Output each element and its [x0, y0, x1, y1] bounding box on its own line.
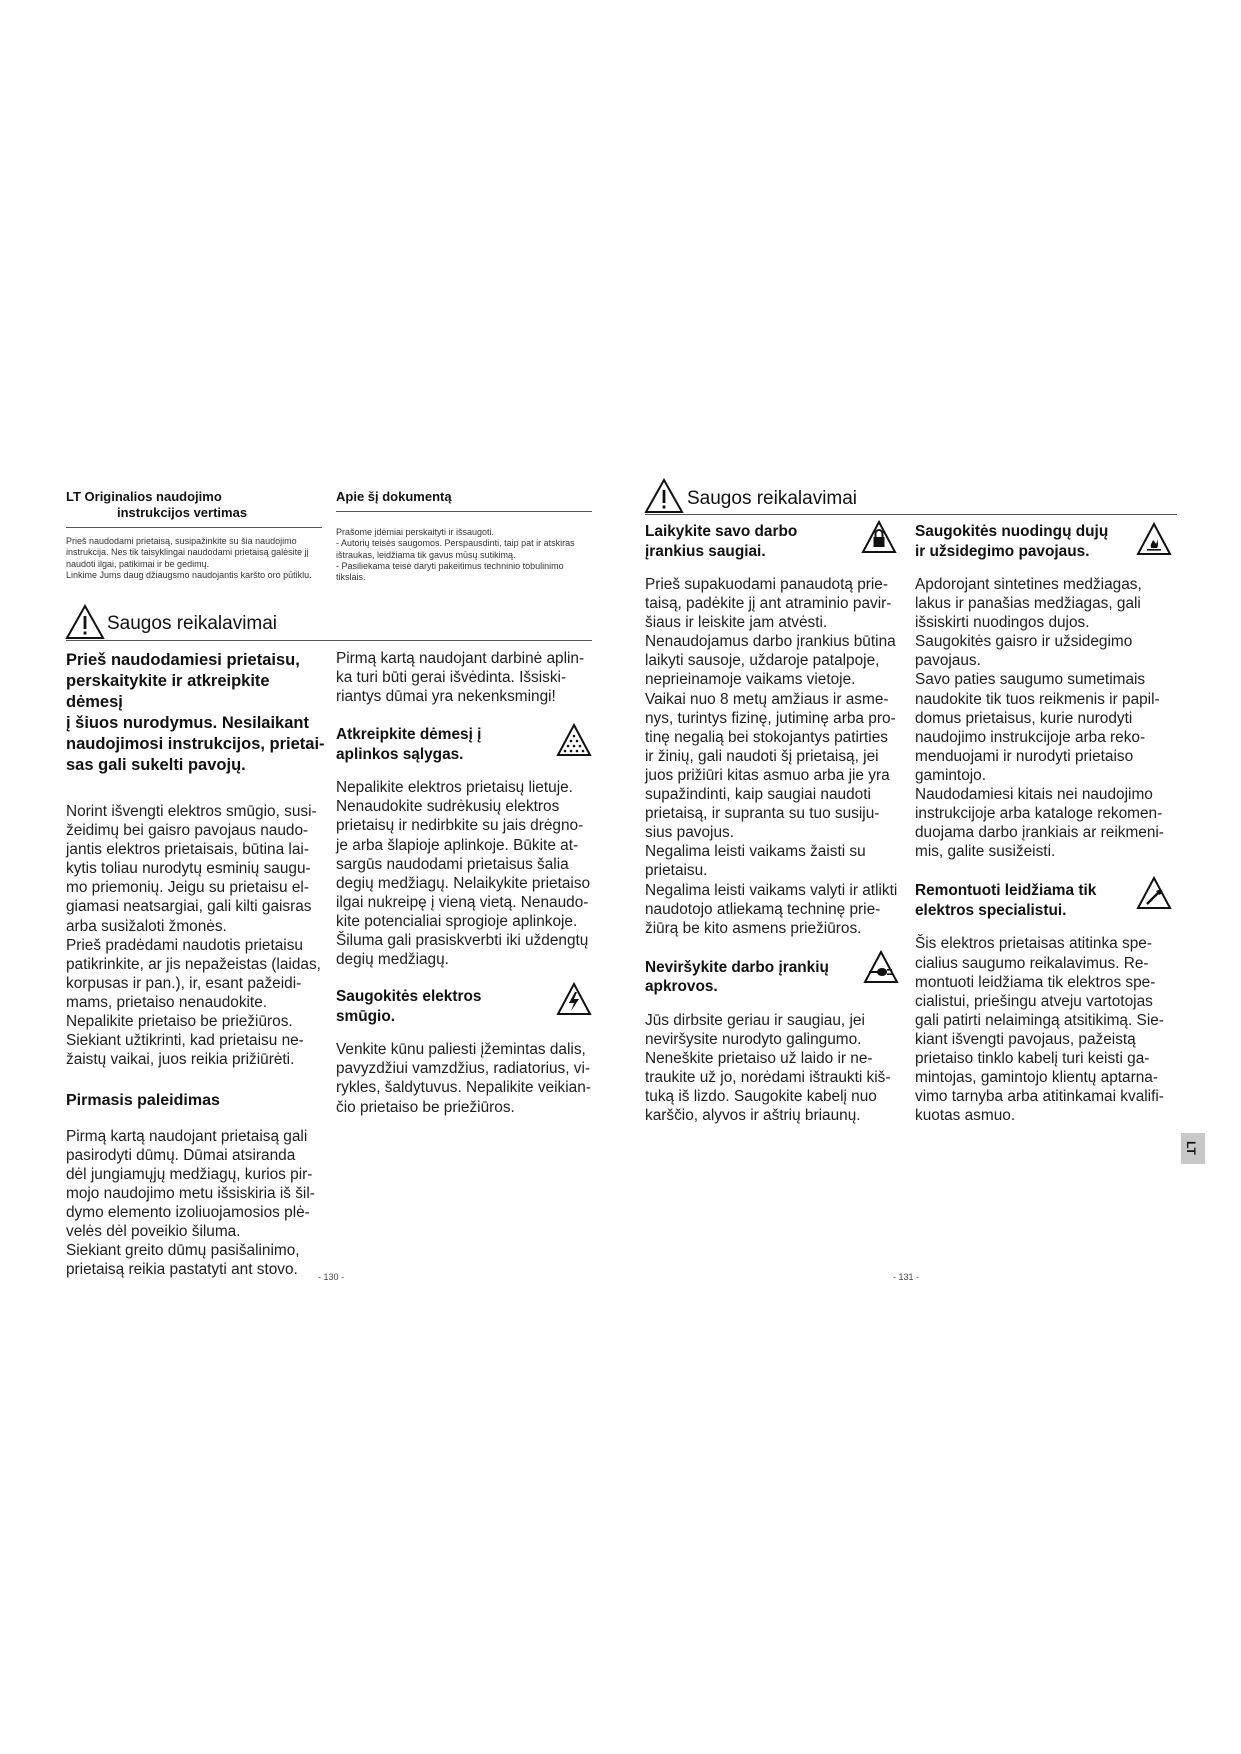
section-divider: [66, 640, 592, 641]
right-page-column-2: [915, 522, 1175, 1125]
overload-title: Neviršykite darbo įrankių apkrovos.: [645, 958, 829, 996]
store-tools-title: Laikykite savo darbo įrankius saugiai.: [645, 523, 798, 560]
environment-title: Atkreipkite dėmesį į aplinkos sąlygas.: [336, 726, 482, 763]
about-document-title: Apie šį dokumentą: [336, 489, 452, 504]
header-divider-right: [336, 511, 592, 512]
repair-text: Šis elektros prietaisas atitinka spe- cialius saugumo reikalavimus. Re- montuoti leidžiama tik elektros spe- cialistui, priešingu atveju vartotojas gali patirti nelaimingą atsitikimą. Sie- kiant išvengti pavojaus, pažeistą prietaiso tinklo kabelį turi keisti ga- mintojas, gamintojo klientų aptarna- vimo tarnyba arba atitinkamai kvalifi- kuotas asmuo.: [915, 935, 1164, 1125]
page-number-right: - 131 -: [893, 1272, 920, 1282]
fire-gas-warning-icon: [1136, 522, 1172, 556]
lock-warning-icon: [861, 520, 897, 554]
toxic-gas-title: Saugokitės nuodingų dujų ir užsidegimo pavojaus.: [915, 523, 1109, 560]
language-tab-label: LT: [1183, 1141, 1198, 1155]
section-divider-right: [645, 514, 1177, 515]
middle-column: [336, 649, 592, 1117]
electric-shock-text: Venkite kūnu paliesti įžemintas dalis, pavyzdžiui vamzdžius, radiatorius, vi- rykles, šaldytuvus. Nepalikite veikian- čio prietaiso be priežiūros.: [336, 1041, 591, 1116]
left-column: [66, 650, 326, 1280]
page-number-left: - 130 -: [318, 1272, 345, 1282]
header-divider-left: [66, 527, 322, 528]
first-start-text: Pirmą kartą naudojant prietaisą gali pasirodyti dūmų. Dūmai atsiranda dėl jungiamųjų medžiagų, kurios pir- mojo naudojimo metu išsiskiria iš šil- dymo elemento izoliuojamosios plė- velės dėl poveikio šiluma. Siekiant greito dūmų pasišalinimo, prietaisą reikia pastatyti ant stovo.: [66, 1127, 315, 1279]
toxic-gas-text: Apdorojant sintetines medžiagas, lakus ir panašias medžiagas, gali išsiskirti nuodingos dujos. Saugokitės gaisro ir užsidegimo pavojaus. Savo paties saugumo sumetimais naudokite tik tuos reikmenis ir papil- domus prietaisus, kurie nurodyti naudojimo instrukcijoje arba reko- menduojami ir nurodyti prietaiso gamintojo. Naudodamiesi kitais nei naudojimo instrukcijoje arba kataloge rekomen- duojama darbo įrankiais ar reikmeni- mis, galite susižeisti.: [915, 576, 1164, 861]
header-line-2: instrukcijos vertimas: [117, 505, 248, 520]
warning-triangle-icon: [644, 478, 684, 514]
store-tools-text: Prieš supakuodami panaudotą prie- taisą, padėkite jį ant atraminio pavir- šiaus ir leiskite jam atvėsti. Nenaudojamus darbo įrankius būtina laikyti sausoje, uždaroje patalpoje, neprieinamoje vaikams vietoje. Vaikai nuo 8 metų amžiaus ir asme- nys, turintys fizinę, jutiminę arba pro- tinę negalią bei stokojantys patirties ir žinių, gali naudoti šį prietaisą, jei juos prižiūri kitas asmuo arba jie yra supažindinti, kaip saugiai naudoti prietaisą, ir supranta su tuo susiju- sius pavojus. Negalima leisti vaikams žaisti su prietaisu. Negalima leisti vaikams valyti ir atlikti naudotojo atliekamą techninę prie- žiūrą be kito asmens priežiūros.: [645, 576, 898, 937]
electric-shock-icon: [556, 982, 592, 1016]
section-title: Saugos reikalavimai: [107, 613, 278, 634]
plug-overload-icon: [863, 950, 899, 984]
first-start-title: Pirmasis paleidimas: [66, 1092, 220, 1110]
about-document-text: Prašome įdėmiai perskaityti ir išsaugoti. - Autorių teisės saugomos. Perspausdinti, taip pat ir atskiras ištraukas, leidžiama tik gavus mūsų sutikimą. - Pasiliekama teisė daryti pakeitimus techninio tobulinimo tikslais.: [336, 527, 575, 583]
warning-triangle-icon: [65, 604, 105, 640]
intro-text: Prieš naudodami prietaisą, susipažinkite su šia naudojimo instrukcija. Nes tik taisyklingai naudodami prietaisą galėsite jį naudoti ilgai, patikimai ir be gedimų. Linkime Jums daug džiaugsmo naudojantis karšto oro pūtiklu.: [66, 536, 312, 580]
electric-shock-title: Saugokitės elektros smūgio.: [336, 988, 482, 1025]
repair-title: Remontuoti leidžiama tik elektros specialistui.: [915, 882, 1097, 919]
safety-lead-text: Prieš naudodamiesi prietaisu, perskaitykite ir atkreipkite dėmesį į šiuos nurodymus. Nesilaikant naudojimosi instrukcijos, prietai- sas gali sukelti pavojų.: [66, 651, 325, 774]
environment-text: Nepalikite elektros prietaisų lietuje. Nenaudokite sudrėkusių elektros prietaisų ir nedirbkite su jais drėgno- je arba šlapioje aplinkoje. Būkite at- sargūs naudodami prietaisus šalia degių medžiagų. Nelaikykite prietaiso ilgai nukreipę į vieną vietą. Nenaudo- kite potencialiai sprogioje aplinkoje. Šiluma gali prasiskverbti iki uždengtų degių medžiagų.: [336, 779, 591, 969]
header-line-1: LT Originalios naudojimo: [66, 489, 222, 504]
rain-warning-icon: [556, 723, 592, 757]
section-title-right: Saugos reikalavimai: [687, 488, 858, 509]
language-tab: [1181, 1133, 1205, 1164]
ventilation-text: Pirmą kartą naudojant darbinė aplin- ka turi būti gerai išvėdinta. Išsiski- riantys dūmai yra nekenksmingi!: [336, 650, 585, 706]
repair-tool-icon: [1136, 876, 1172, 910]
right-page-column-1: [645, 522, 901, 1125]
document-header-title: [66, 489, 247, 521]
safety-body-text: Norint išvengti elektros smūgio, susi- žeidimų bei gaisro pavojaus naudo- jantis elektros prietaisais, būtina lai- kytis toliau nurodytų esminių saugu- mo priemonių. Jeigu su prietaisu el- giamasi neatsargiai, gali kilti gaisras arba susižaloti žmonės. Prieš pradėdami naudotis prietaisu patikrinkite, ar jis nepažeistas (laidas, korpusas ir pan.), ir, esant pažeidi- mams, prietaiso nenaudokite. Nepalikite prietaiso be priežiūros. Siekiant užtikrinti, kad prietaisu ne- žaistų vaikai, juos reikia prižiūrėti.: [66, 803, 321, 1069]
overload-text: Jūs dirbsite geriau ir saugiau, jei neviršysite nurodyto galingumo. Neneškite prietaiso už laido ir ne- traukite už jo, norėdami ištraukti kiš- tuką iš lizdo. Saugokite kabelį nuo karščio, alyvos ir aštrių briaunų.: [645, 1011, 891, 1125]
